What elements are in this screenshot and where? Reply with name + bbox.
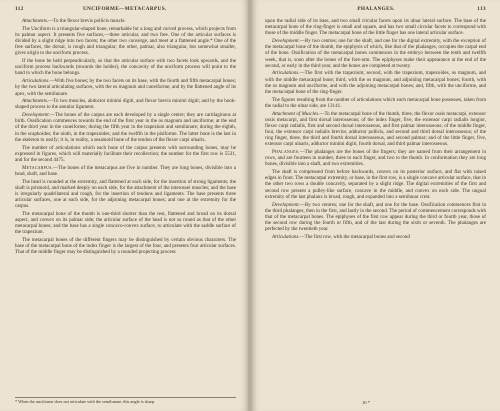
paragraph-text: —By two centres; one for the shaft, and one for the base. Ossification commences first in the third phalanges, then in the first, and lastly in the second. The period of commencement corresponds with that of the metacarpal bones. The epiphyses of the first row appear during the third or fourth year, those of the second row during the fourth or fifth, and of the last during the sixth or seventh. The phalanges are perfected by the twentieth year. <box>265 201 486 233</box>
paragraph <box>15 211 236 236</box>
paragraph <box>265 111 486 148</box>
paragraph <box>15 237 236 255</box>
section-lead: Development. <box>272 201 300 208</box>
section-lead: Phalanges. <box>272 149 300 156</box>
right-page <box>252 0 500 411</box>
paragraph-text: —To the metacarpal bone of the thumb, three, the flexor ossis metacarpi, extensor ossis metacarpi, and first dorsal interosseous; of the index finger, five, the extensor carpi radialis longior, flexor carpi radialis, first and second dorsal interosseous, and first palmar interosseous; of the middle finger, four, the extensor carpi radialis brevior, adductor pollicis, and second and third dorsal interosseous; of the ring finger, three, the third and fourth dorsal interosseous, and second palmar; and of the little finger, five, extensor carpi ulnaris, adductor minimi digiti, fourth dorsal, and third palmar interosseous. <box>265 110 487 148</box>
section-lead: Attachments. <box>22 98 49 105</box>
paragraph-text: —The first with the trapezium; second, with the trapezium, trapezoides, os magnum, and with the middle metacarpal bone; third, with the os magnum, and adjoining metacarpal bones; fourth, with the os magnum and unciforme, and with the adjoining metacarpal bones; and, fifth, with the unciforme, and the metacarpal bone of the ring-finger. <box>265 70 486 95</box>
paragraph-text: The number of articulations which each bone of the carpus presents with surrounding bones, may be expressed in figures, which will materially facilitate their recollection; the number for the first row is 5531, and for the second 4475. <box>15 144 236 163</box>
section-lead: Development. <box>272 38 300 45</box>
paragraph <box>265 18 486 36</box>
paragraph-text: The Unciform is a triangular-shaped bone, remarkable for a long and curved process, which projects from its palmar aspect. It presents five surfaces,—three articular, and two free. One of the articular surfaces is divided by a slight ridge into two facets; the other two converge, and meet at a flattened angle.* One of the free surfaces, the dorsal, is rough and triangular; the other, palmar, also triangular, but somewhat smaller, gives origin to the unciform process. <box>15 25 236 57</box>
paragraph-text: —The first row, with the metacarpal bones and second <box>299 233 410 240</box>
paragraph <box>265 234 486 240</box>
running-header-left <box>15 6 236 12</box>
paragraph-text: The metacarpal bones of the different fingers may be distinguished by certain obvious characters. The base of the metacarpal bone of the index finger is the largest of the four, and presents four articular surfaces. That of the middle finger may be distinguished by a rounded projecting process <box>15 237 236 256</box>
footnote: * When the unciforme does not articulate with the semilunare, this angle is sharp. <box>15 397 236 405</box>
running-header-right <box>265 6 486 12</box>
paragraph <box>265 149 486 167</box>
left-body-text <box>15 18 236 256</box>
page-number: 113 <box>477 6 486 12</box>
page-number: 112 <box>15 6 24 12</box>
paragraph <box>15 58 236 76</box>
section-lead: Attachment of Muscles. <box>272 110 320 117</box>
paragraph <box>15 179 236 210</box>
paragraph-text: The metacarpal bone of the thumb is one-third shorter than the rest, flattened and broad on its dorsal aspect, and convex on its palmar side; the articular surface of the head is not so round as that of the other metacarpal bones; and the base has a single concavo-convex surface, to articulate with the saddle surface of the trapezium. <box>15 210 236 236</box>
running-title: UNCIFORME—METACARPUS. <box>83 6 167 12</box>
paragraph <box>265 169 486 200</box>
section-lead: Metacarpus. <box>22 164 53 171</box>
paragraph <box>15 26 236 57</box>
paragraph-text: The shaft is compressed from before backwards, convex on its posterior surface, and flat with raised edges in front. The metacarpal extremity, or base, in the first row, is a single concave articular surface, that in the other two rows a double concavity, separated by a slight ridge. The digital extremities of the first and second row present a pulley-like surface, concave in the middle, and convex on each side. The ungual extremity of the last phalanx is broad, rough, and expanded into a semilunar crest. <box>265 169 486 200</box>
section-lead: Attachments. <box>22 18 49 24</box>
running-title: PHALANGES. <box>357 6 395 12</box>
paragraph-text: upon the radial side of its base, and two small circular facets upon its ulnar lateral surface. The base of the metacarpal bone of the ring-finger is small and square, and has two small circular facets to correspond with those of the middle finger. The metacarpal bone of the little finger has one lateral articular surface. <box>265 18 486 37</box>
paragraph <box>15 165 236 177</box>
paragraph <box>265 38 486 69</box>
paragraph <box>265 70 486 95</box>
section-lead: Articulations. <box>272 233 300 240</box>
paragraph-text: The figures resulting from the number of articulations which each metacarpal bone possesses, taken from the radial to the ulnar side, are 13141. <box>265 96 486 109</box>
paragraph-text: —The phalanges are the bones of the fingers; they are named from their arrangement in rows, and are fourteen in number, three to each finger, and two to the thumb. In conformation they are long bones, divisible into a shaft, and two extremities. <box>265 149 486 168</box>
paragraph <box>265 97 486 109</box>
section-lead: Development. <box>22 112 50 119</box>
paragraph <box>265 202 486 233</box>
paragraph-text: —To two muscles, abductor minimi digiti, and flexor brevis minimi digiti; and by the hook-shaped process to the annular ligament. <box>15 98 236 111</box>
paragraph <box>15 78 236 96</box>
paragraph-text: —With five bones; by the two facets on its base, with the fourth and fifth metacarpal bones; by the two lateral articulating surfaces, with the os magnum and cuneiforme; and by the flattened angle of its apex, with the semilunare. <box>15 78 236 97</box>
paragraph <box>15 98 236 110</box>
signature-mark: 10 * <box>362 400 371 405</box>
paragraph-text: —To the flexor brevis pollicis muscle. <box>48 18 126 24</box>
paragraph <box>15 112 236 143</box>
section-lead: Articulations. <box>22 78 50 85</box>
paragraph <box>15 145 236 163</box>
paragraph-text: —The bones of the metacarpus are five in number. They are long bones, divisible into a head, shaft, and base. <box>15 164 236 177</box>
paragraph-text: —By two centres; one for the shaft, and one for the digital extremity, with the exception of the metacarpal bone of the thumb, the epiphysis of which, like that of the phalanges, occupies the carpal end of the bone. Ossification of the metacarpal bones commences in the embryo between the tenth and twelfth week, that is, soon after the bones of the fore-arm. The epiphyses make their appearance at the end of the second, or early in the third year, and the bones are completed at twenty. <box>265 38 486 69</box>
left-page <box>0 0 248 411</box>
paragraph-text: —The bones of the carpus are each developed by a single centre; they are cartilaginous at birth. Ossification commences towards the end of the first year in the os magnum and unciforme; at the end of the third year in the cuneiforme; during the fifth year in the trapezium and semilunare; during the eighth, in the scaphoides; the ninth, in the trapezoides; and the twelfth in the pisiforme. The latter bone is the last in the skeleton to ossify; it is, in reality, a sesamoid bone of the tendon of the flexor carpi ulnaris. <box>15 112 236 143</box>
paragraph <box>15 18 236 24</box>
right-body-text <box>265 18 486 240</box>
section-lead: Articulations. <box>272 70 300 77</box>
paragraph-text: The head is rounded at the extremity, and flattened at each side, for the insertion of strong ligaments; the shaft is prismoid, and marked deeply on each side, for the attachment of the interossei muscles; and the base is irregularly quadrilateral and rough, for the insertion of tendons and ligaments. The base presents three articular surfaces, one at each side, for the adjoining metacarpal bones; and one at the extremity for the carpus. <box>15 178 236 210</box>
paragraph-text: If the bone be held perpendicularly, so that the articular surface with two facets look upwards, and the unciform process backwards (towards the holder), the concavity of the unciform process will point to the hand to which the bone belongs. <box>15 58 236 77</box>
